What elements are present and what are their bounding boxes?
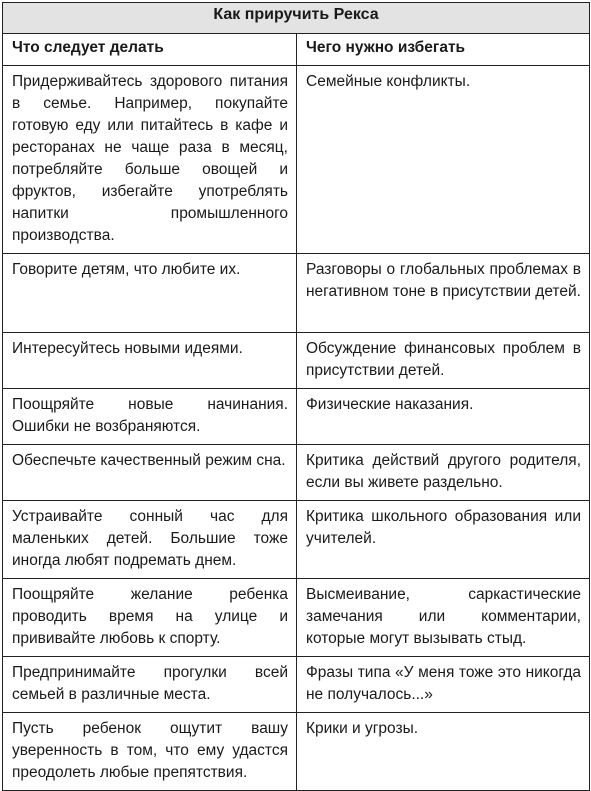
table-row xyxy=(3,445,590,501)
table-row xyxy=(3,66,590,254)
cell-avoid: Критика действий другого родителя, если вы живете раздельно. xyxy=(297,445,590,501)
cell-avoid: Критика школьного образования или учителей. xyxy=(297,501,590,579)
cell-do: Интересуйтесь новыми идеями. xyxy=(3,333,297,389)
table-row xyxy=(3,254,590,333)
table-row xyxy=(3,657,590,713)
cell-do: Устраивайте сонный час для маленьких детей. Большие тоже иногда любят подремать днем. xyxy=(3,501,297,579)
cell-avoid: Высмеивание, саркастические замечания или комментарии, которые могут вызывать стыд. xyxy=(297,579,590,657)
cell-avoid: Физические наказания. xyxy=(297,389,590,445)
cell-avoid: Обсуждение финансовых проблем в присутствии детей. xyxy=(297,333,590,389)
table-row xyxy=(3,579,590,657)
cell-do: Предпринимайте прогулки всей семьей в различные места. xyxy=(3,657,297,713)
cell-do: Обеспечьте качественный режим сна. xyxy=(3,445,297,501)
table-row xyxy=(3,333,590,389)
table-row xyxy=(3,713,590,791)
recommendations-table xyxy=(2,2,590,791)
table-row xyxy=(3,389,590,445)
cell-avoid: Семейные конфликты. xyxy=(297,66,590,254)
cell-do: Говорите детям, что любите их. xyxy=(3,254,297,333)
cell-do: Поощряйте новые начинания. Ошибки не возбраняются. xyxy=(3,389,297,445)
table-row xyxy=(3,501,590,579)
column-header-do: Что следует делать xyxy=(3,34,297,66)
cell-avoid: Крики и угрозы. xyxy=(297,713,590,791)
header-row xyxy=(3,34,590,66)
cell-do: Поощряйте желание ребенка проводить время на улице и прививайте любовь к спорту. xyxy=(3,579,297,657)
cell-avoid: Разговоры о глобальных проблемах в негативном тоне в присутствии детей. xyxy=(297,254,590,333)
title-row xyxy=(3,3,590,34)
cell-do: Пусть ребенок ощутит вашу уверенность в том, что ему удастся преодолеть любые препятствия. xyxy=(3,713,297,791)
cell-avoid: Фразы типа «У меня тоже это никогда не получалось...» xyxy=(297,657,590,713)
table-title: Как приручить Рекса xyxy=(3,3,590,34)
cell-do: Придерживайтесь здорового питания в семье. Например, покупайте готовую еду или питайтесь в кафе и ресторанах не чаще раза в месяц, потребляйте больше овощей и фруктов, избегайте употреблять напитки промышленного производства. xyxy=(3,66,297,254)
column-header-avoid: Чего нужно избегать xyxy=(297,34,590,66)
